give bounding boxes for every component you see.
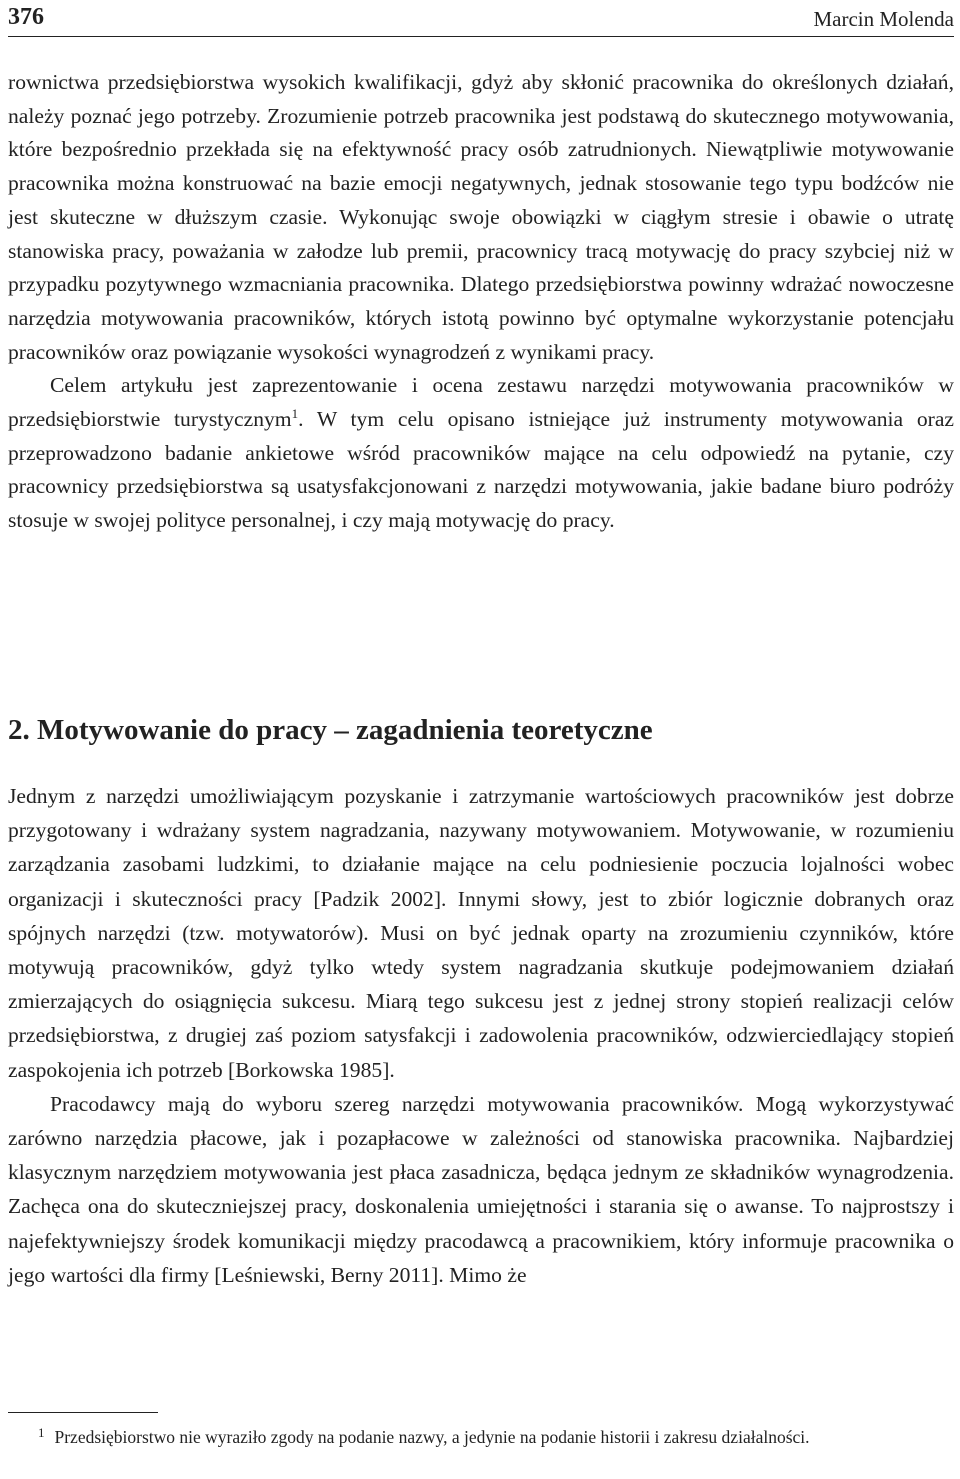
- paragraph-text: . W tym celu opisano istniejące już instrumenty motywowania oraz przeprowadzono badanie ankietowe wśród pracowników mające na celu odpowiedź na pytanie, czy pracownicy przedsiębiorstwa są usatysfakcjonowani z narzędzi motywowania, jakie badane biuro podróży stosuje w swojej polityce personalnej, i czy mają motywację do pracy.: [8, 407, 955, 533]
- page-header: [8, 2, 954, 37]
- paragraph: [8, 369, 954, 538]
- paragraph: rownictwa przedsiębiorstwa wysokich kwalifikacji, gdyż aby skłonić pracownika do określonych działań, należy poznać jego potrzeby. Zrozumienie potrzeb pracownika jest podstawą do skutecznego motywowania, które bezpośrednio przekłada się na efektywność pracy osób zatrudnionych. Niewątpliwie motywowanie pracownika można konstruować na bazie emocji negatywnych, jednak stosowanie tego typu bodźców nie jest skuteczne w dłuższym czasie. Wykonując swoje obowiązki w ciągłym stresie i obawie o utratę stanowiska pracy, poważania w załodze lub premii, pracownicy tracą motywację do pracy szybciej niż w przypadku pozytywnego wzmacniania pracownika. Dlatego przedsiębiorstwa powinny wdrażać nowoczesne narzędzia motywowania pracowników, których istotą powinno być optymalne wykorzystanie potencjału pracowników oraz powiązanie wysokości wynagrodzeń z wynikami pracy.: [8, 70, 954, 364]
- running-head-author: Marcin Molenda: [813, 7, 954, 31]
- page-number: 376: [8, 4, 44, 30]
- footnote-divider: [8, 1412, 158, 1413]
- footnote-text: Przedsiębiorstwo nie wyraziło zgody na podanie nazwy, a jedynie na podanie historii i zakresu działalności.: [54, 1427, 810, 1447]
- paragraph: Jednym z narzędzi umożliwiającym pozyskanie i zatrzymanie wartościowych pracowników jest dobrze przygotowany i wdrażany system nagradzania, nazywany motywowaniem. Motywowanie, w rozumieniu zarządzania zasobami ludzkimi, to działanie mające na celu podniesienie poczucia lojalności wobec organizacji i skuteczności pracy [Padzik 2002]. Innymi słowy, jest to zbiór logicznie dobranych oraz spójnych narzędzi (tzw. motywatorów). Musi on być jednak oparty na zrozumieniu czynników, które motywują pracowników, gdyż tylko wtedy system nagradzania skutkuje podejmowaniem działań zmierzających do osiągnięcia sukcesu. Miarą tego sukcesu jest z jednej strony stopień realizacji celów przedsiębiorstwa, z drugiej zaś poziom satysfakcji i zadowolenia pracowników, odzwierciedlający stopień zaspokojenia ich potrzeb [Borkowska 1985].: [8, 784, 954, 1082]
- paragraph: Pracodawcy mają do wyboru szereg narzędzi motywowania pracowników. Mogą wykorzystywać zarówno narzędzia płacowe, jak i pozapłacowe w zależności od stanowiska pracownika. Najbardziej klasycznym narzędziem motywowania jest płaca zasadnicza, będąca jednym ze składników wynagrodzenia. Zachęca ona do skuteczniejszej pracy, doskonalenia umiejętności i starania się o awanse. To najprostszy i najefektywniejszy środek komunikacji między pracodawcą a pracownikiem, który informuje pracownika o jego wartości dla firmy [Leśniewski, Berny 2011]. Mimo że: [8, 1091, 954, 1287]
- paragraph-text: Celem artykułu jest zaprezentowanie i ocena zestawu narzędzi motywowania pracowników w przedsiębiorstwie turystycznym: [8, 373, 954, 432]
- section-heading: 2. Motywowanie do pracy – zagadnienia teoretyczne: [8, 714, 653, 746]
- footnote-mark: 1: [38, 1425, 45, 1440]
- footnote-reference[interactable]: 1: [291, 406, 299, 422]
- intro-text: [8, 66, 954, 538]
- footnote: [8, 1424, 954, 1451]
- section-text: [8, 779, 954, 1292]
